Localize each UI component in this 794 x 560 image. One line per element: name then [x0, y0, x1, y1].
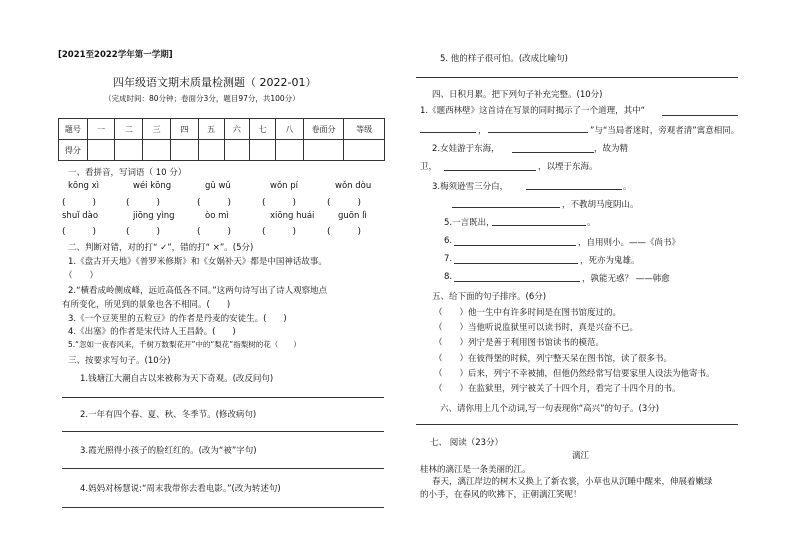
q3-title: 三、按要求写句子。(10分) [68, 356, 171, 366]
q3-item: 5. 他的样子很可怕。(改成比喻句) [440, 54, 568, 64]
q2-item: 3.《一个豆荚里的五粒豆》的作者是丹麦的安徒生。( ) [68, 314, 287, 324]
pinyin: kōng xì [68, 181, 99, 191]
score-cell[interactable] [276, 140, 304, 161]
answer-blank[interactable]: ( ) [197, 227, 232, 237]
q4-line: ，不教胡马度阴山。 [562, 200, 639, 210]
score-cell[interactable] [303, 140, 344, 161]
q4-line: 6. [444, 236, 453, 246]
q4-line: ”与“当局者迷时，旁观者清”寓意相同。 [590, 126, 740, 136]
q4-line: ，死亦为鬼雄。 [580, 256, 640, 266]
sort-item[interactable]: （ ）在监狱里，列宁被关了十四个月，看完了十四个月的书。 [434, 384, 681, 394]
table-cell: 七 [250, 119, 276, 140]
answer-line[interactable] [488, 132, 588, 133]
q4-line: ，自用则小。——《尚书》 [578, 238, 681, 248]
q3-item: 3.霞光照得小孩子的脸红红的。(改为“被”字句) [80, 446, 257, 456]
answer-line[interactable] [62, 507, 384, 508]
q4-title: 四、日积月累。把下列句子补充完整。(10分) [432, 90, 603, 100]
table-cell: 得分 [59, 140, 88, 161]
q2-item: 有所变化，所见到的景象也各不相同。( ) [62, 300, 231, 310]
score-cell[interactable] [250, 140, 276, 161]
answer-blank[interactable]: ( ) [262, 227, 297, 237]
answer-line[interactable] [62, 431, 384, 432]
semester-label: [2021至2022学年第一学期] [58, 50, 173, 60]
pinyin: wéi kōng [133, 181, 172, 191]
q4-line: ，以堙于东海。 [538, 162, 598, 172]
table-cell: 六 [224, 119, 250, 140]
table-cell: 三 [143, 119, 171, 140]
answer-line[interactable] [454, 281, 580, 282]
answer-line[interactable] [452, 207, 560, 208]
exam-title: 四年级语文期末质量检测题（ 2022-01） [113, 76, 317, 89]
q4-line: 2.女娃游于东海， [432, 144, 500, 154]
q4-line: 1.《题西林壁》这首诗在写景的同时揭示了一个道理，其中“ [420, 106, 646, 116]
q4-line: 。 [623, 182, 632, 192]
score-table [58, 118, 385, 161]
q3-item: 1.钱塘江大潮自古以来被称为天下奇观。(改反问句) [80, 374, 274, 384]
passage-title: 漓江 [572, 451, 590, 461]
answer-line[interactable] [662, 115, 738, 116]
answer-blank[interactable]: ( ) [197, 198, 232, 208]
score-cell[interactable] [143, 140, 171, 161]
q2-item: 1.《盘古开天地》《普罗米修斯》和《女娲补天》都是中国神话故事。 [68, 257, 327, 267]
q2-item: 2.“横看成岭侧成峰，远近高低各不同。”这两句诗写出了诗人观察地点 [68, 286, 328, 296]
answer-line[interactable] [454, 245, 576, 246]
pinyin: wǒn dòu [335, 181, 372, 191]
score-cell[interactable] [224, 140, 250, 161]
q2-item: 5.“忽如一夜春风来，千树万数梨花开”中的“梨花”指梨树的花（ ） [68, 340, 301, 349]
sort-item[interactable]: （ ）他一生中有许多时间是在图书馆度过的。 [434, 308, 622, 318]
q2-answer[interactable]: （ ） [64, 271, 99, 281]
q4-line: ， [478, 126, 487, 136]
table-cell: 二 [115, 119, 143, 140]
q1-title: 一、看拼音，写词语（ 10 分） [68, 168, 187, 178]
answer-line[interactable] [454, 263, 578, 264]
answer-blank[interactable]: ( ) [327, 198, 362, 208]
answer-line[interactable] [492, 225, 586, 226]
sort-item[interactable]: （ ）在彼得堡的时候，列宁整天呆在图书馆，读了很多书。 [434, 354, 673, 364]
table-cell: 四 [170, 119, 198, 140]
pinyin: òo mì [205, 211, 229, 221]
q4-line: 。 [587, 218, 596, 228]
answer-line[interactable] [512, 152, 594, 153]
sort-item[interactable]: （ ）当他听说监狱里可以读书时，真是兴奋不已。 [434, 323, 639, 333]
table-row [59, 119, 385, 140]
q4-line: ，故为精 [594, 144, 629, 154]
answer-line[interactable] [444, 170, 536, 171]
q5-title: 五、给下面的句子排序。(6分) [432, 292, 547, 302]
sort-item[interactable]: （ ）后来，列宁不幸被捕，但他仍然经常写信要家里人设法为他寄书。 [434, 369, 715, 379]
answer-blank[interactable]: ( ) [327, 227, 362, 237]
answer-blank[interactable]: ( ) [126, 198, 161, 208]
pinyin: wǒn pí [270, 181, 298, 191]
answer-blank[interactable]: ( ) [62, 198, 97, 208]
exam-subtitle: （完成时间：80分钟；卷面分3分，题目97分，共100分） [104, 94, 300, 103]
q3-item: 4.妈妈对杨慧说:“周末我带你去看电影。”(改为转述句) [80, 484, 281, 494]
pinyin: guōn lì [338, 211, 367, 221]
passage-text: 的小手，在春风的吹拂下，正朝漓江笑呢！ [420, 490, 582, 500]
pinyin: jiōng yìng [133, 211, 175, 221]
q3-item: 2.一年有四个春、夏、秋、冬季节。(修改病句) [80, 410, 257, 420]
sort-item[interactable]: （ ）列宁是善于利用图书馆读书的模范。 [434, 338, 605, 348]
q4-line: ，孰能无惑？ ——韩愈 [582, 274, 670, 284]
score-cell[interactable] [115, 140, 143, 161]
score-cell[interactable] [87, 140, 115, 161]
answer-line[interactable] [420, 132, 476, 133]
passage-text: 桂林的漓江是一条美丽的江。 [420, 465, 531, 475]
table-cell: 五 [198, 119, 224, 140]
score-cell[interactable] [344, 140, 385, 161]
q4-line: 8. [444, 272, 453, 282]
answer-line[interactable] [416, 424, 738, 425]
table-cell: 一 [87, 119, 115, 140]
q6-title: 六、请你用上几个动词,写一句表现你“高兴”的句子。(3分) [440, 404, 660, 414]
q4-line: 7. [444, 254, 453, 264]
answer-line[interactable] [62, 468, 384, 469]
answer-blank[interactable]: ( ) [262, 198, 297, 208]
q4-line: 卫， [420, 162, 438, 172]
q4-line: 3.梅须逊雪三分白， [432, 182, 509, 192]
table-cell: 等级 [344, 119, 385, 140]
q7-title: 七、 阅读（23分） [430, 438, 504, 448]
table-cell: 题号 [59, 119, 88, 140]
answer-blank[interactable]: ( ) [126, 227, 161, 237]
answer-blank[interactable]: ( ) [62, 227, 97, 237]
pinyin: xiōng huái [270, 211, 315, 221]
answer-line[interactable] [416, 77, 738, 78]
pinyin: shuǐ dào [62, 211, 99, 221]
answer-line[interactable] [526, 189, 622, 190]
answer-line[interactable] [62, 397, 384, 398]
passage-text: 春天，漓江岸边的树木又换上了新衣裳，小草也从沉睡中醒来，伸展着嫩绿 [432, 477, 713, 487]
q2-item: 4.《出塞》的作者是宋代诗人王昌龄。( ) [68, 327, 236, 337]
q2-title: 二、判断对错，对的打“ ✓”，错的打“ ×”。(5分) [68, 243, 254, 253]
q4-line: 5.一言既出， [444, 218, 495, 228]
score-cell[interactable] [198, 140, 224, 161]
table-cell: 八 [276, 119, 304, 140]
pinyin: gǔ wǔ [205, 181, 231, 191]
table-cell: 卷面分 [303, 119, 344, 140]
score-cell[interactable] [170, 140, 198, 161]
table-row [59, 140, 385, 161]
